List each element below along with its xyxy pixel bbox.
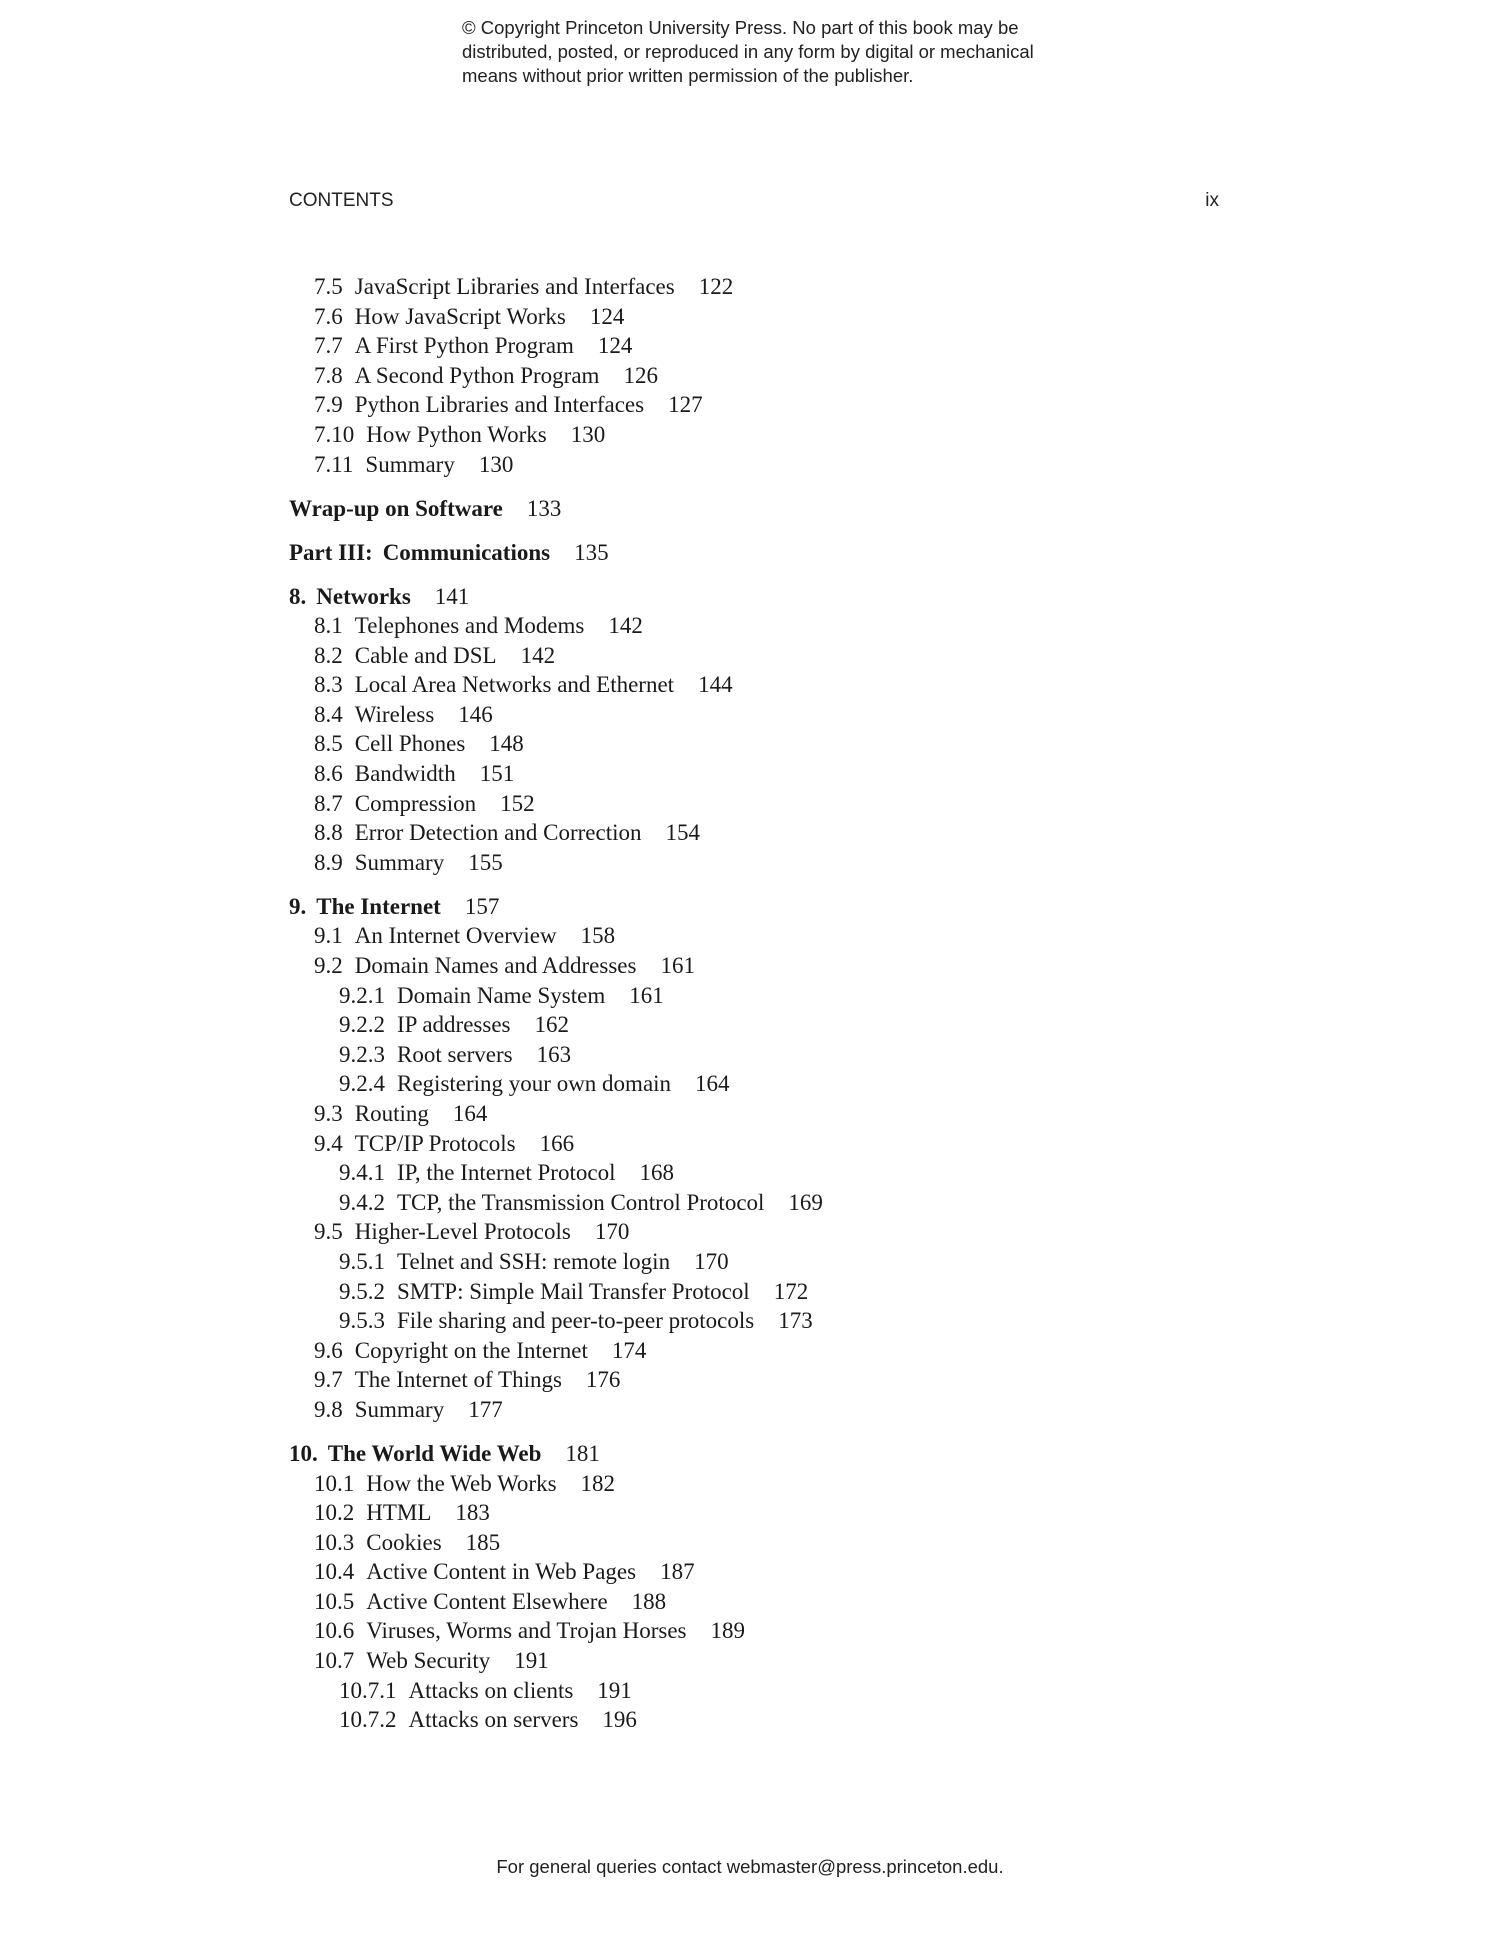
toc-entry-title: JavaScript Libraries and Interfaces [354, 274, 675, 299]
toc-entry [289, 611, 1289, 641]
toc-entry-title: Telephones and Modems [354, 613, 585, 639]
toc-entry-title: IP, the Internet Protocol [397, 1160, 616, 1186]
toc-entry-page: 148 [489, 731, 524, 757]
toc-entry-number: 9.2.3 [339, 1041, 385, 1067]
toc-entry-page: 172 [773, 1278, 809, 1304]
toc-entry-title: The Internet [316, 893, 441, 919]
toc-entry-number: 7.7 [314, 333, 343, 359]
toc-entry [289, 1498, 1289, 1528]
toc-entry-number: 8.7 [314, 790, 343, 816]
toc-entry-page: 183 [455, 1500, 490, 1526]
toc-entry-page: 191 [514, 1648, 549, 1674]
toc-chapter-heading [289, 582, 1289, 612]
toc-entry-number: 10.3 [314, 1529, 355, 1555]
toc-entry [289, 420, 1289, 450]
toc-entry-number: 9.5.2 [339, 1278, 385, 1304]
toc-entry [289, 1557, 1289, 1587]
page-number: ix [1205, 190, 1219, 211]
toc-entry-number: 9.2.1 [339, 982, 385, 1008]
toc-entry-title: SMTP: Simple Mail Transfer Protocol [397, 1278, 750, 1304]
toc-entry [289, 951, 1289, 981]
toc-entry-number: 9.4.1 [339, 1160, 385, 1186]
toc-entry-number: 7.10 [314, 421, 355, 447]
toc-entry-title: Cable and DSL [354, 642, 497, 668]
toc-entry-title: How the Web Works [366, 1470, 557, 1496]
toc-entry-number: 10.4 [314, 1559, 355, 1585]
toc-entry-title: Compression [354, 790, 477, 816]
toc-entry [289, 848, 1289, 878]
toc-entry-number: 7.8 [314, 362, 343, 388]
toc-entry-title: File sharing and peer-to-peer protocols [397, 1308, 755, 1334]
toc-entry [289, 1099, 1289, 1129]
toc-entry [289, 1395, 1289, 1425]
toc-entry-page: 152 [500, 790, 535, 816]
toc-entry [289, 1336, 1289, 1366]
toc-entry-page: 141 [434, 583, 470, 609]
toc-entry-number: 9.4.2 [339, 1189, 385, 1215]
toc-entry-number: Part III: [289, 539, 373, 565]
toc-entry-page: 151 [479, 761, 515, 787]
toc-entry-title: Summary [354, 1396, 445, 1422]
toc-entry-title: Active Content Elsewhere [366, 1588, 608, 1614]
toc-entry-title: Communications [382, 539, 551, 565]
toc-entry-number: 9.2.2 [339, 1012, 385, 1038]
copyright-notice [462, 16, 1102, 88]
copyright-line: © Copyright Princeton University Press. No part of this book may be [462, 17, 1019, 38]
toc-entry-title: Higher-Level Protocols [354, 1219, 571, 1245]
toc-entry [289, 1676, 1289, 1706]
toc-entry-page: 162 [534, 1012, 569, 1038]
toc-entry-page: 168 [639, 1160, 674, 1186]
toc-entry-number: 10.1 [314, 1470, 355, 1496]
toc-entry-number: 9. [289, 893, 307, 919]
toc-entry-title: HTML [366, 1500, 432, 1526]
toc-entry-title: Python Libraries and Interfaces [354, 392, 645, 418]
toc-entry-title: Active Content in Web Pages [366, 1559, 637, 1585]
toc-entry-number: 7.6 [314, 303, 343, 329]
toc-entry-number: 10.7 [314, 1648, 355, 1674]
toc-entry-number: 8.8 [314, 820, 343, 846]
toc-entry-number: 9.5.3 [339, 1308, 385, 1334]
toc-entry [289, 1469, 1289, 1499]
toc-entry [289, 1646, 1289, 1676]
toc-entry-title: Root servers [397, 1041, 513, 1067]
toc-entry [289, 1040, 1289, 1070]
toc-entry [289, 1217, 1289, 1247]
toc-entry [289, 1247, 1289, 1277]
toc-entry-page: 135 [574, 539, 609, 565]
toc-entry-page: 158 [580, 923, 616, 949]
toc-entry [289, 1587, 1289, 1617]
copyright-line: distributed, posted, or reproduced in any form by digital or mechanical [462, 41, 1034, 62]
toc-entry-page: 157 [464, 893, 500, 919]
running-head [289, 190, 1219, 212]
toc-chapter-heading [289, 1439, 1289, 1469]
toc-part-heading [289, 538, 1289, 568]
toc-entry-page: 142 [608, 613, 643, 639]
copyright-line: means without prior written permission of the publisher. [462, 65, 914, 86]
toc-entry-number: 9.6 [314, 1337, 343, 1363]
toc-entry-page: 182 [580, 1470, 616, 1496]
toc-entry-title: Wireless [354, 701, 435, 727]
toc-entry-title: Summary [354, 849, 445, 875]
toc-entry-page: 154 [665, 820, 700, 846]
toc-entry-title: An Internet Overview [354, 923, 557, 949]
toc-entry-title: IP addresses [397, 1012, 511, 1038]
toc-entry-page: 124 [589, 303, 625, 329]
toc-entry-number: 10.2 [314, 1500, 355, 1526]
toc-entry-number: 8.2 [314, 642, 343, 668]
toc-entry-number: 9.3 [314, 1101, 343, 1126]
toc-entry-number: 8. [289, 583, 307, 609]
toc-entry-number: 8.1 [314, 613, 343, 639]
running-head-title: CONTENTS [289, 190, 394, 211]
toc-entry-number: 9.2 [314, 953, 343, 979]
footer-contact: For general queries contact webmaster@press.princeton.edu. [496, 1856, 1004, 1877]
table-of-contents [289, 272, 1289, 1735]
toc-entry-number: 8.4 [314, 701, 343, 727]
toc-entry-title: Networks [316, 583, 411, 609]
toc-entry [289, 700, 1289, 730]
toc-entry-number: 9.2.4 [339, 1071, 385, 1097]
toc-chapter-heading [289, 892, 1289, 922]
toc-entry-page: 164 [452, 1101, 488, 1126]
toc-entry-title: Domain Name System [397, 982, 606, 1008]
toc-entry-page: 196 [602, 1707, 637, 1733]
toc-entry-page: 185 [465, 1529, 501, 1555]
toc-entry-page: 144 [698, 672, 733, 698]
toc-entry-number: 9.1 [314, 923, 343, 949]
toc-entry-title: Registering your own domain [397, 1071, 672, 1097]
toc-entry-page: 188 [631, 1588, 667, 1614]
toc-entry-title: Attacks on servers [408, 1707, 579, 1733]
toc-entry-title: Domain Names and Addresses [354, 953, 637, 979]
toc-entry [289, 818, 1289, 848]
toc-entry [289, 302, 1289, 332]
toc-entry-title: Viruses, Worms and Trojan Horses [366, 1618, 687, 1644]
toc-entry-title: A First Python Program [354, 333, 574, 359]
toc-entry-title: Local Area Networks and Ethernet [354, 672, 675, 698]
toc-entry [289, 1705, 1289, 1735]
toc-entry-title: Summary [365, 451, 455, 477]
toc-entry-page: 133 [526, 495, 562, 521]
toc-entry-page: 176 [585, 1367, 621, 1393]
toc-entry [289, 1010, 1289, 1040]
toc-entry-title: TCP, the Transmission Control Protocol [397, 1189, 765, 1215]
toc-entry-number: 7.5 [314, 274, 343, 299]
toc-entry-number: 10.5 [314, 1588, 355, 1614]
toc-entry [289, 331, 1289, 361]
toc-entry [289, 361, 1289, 391]
toc-entry [289, 641, 1289, 671]
toc-entry [289, 1528, 1289, 1558]
toc-entry [289, 1616, 1289, 1646]
toc-entry-number: 8.5 [314, 731, 343, 757]
toc-entry-title: TCP/IP Protocols [354, 1130, 516, 1156]
toc-entry-title: Cookies [366, 1529, 442, 1555]
toc-entry-page: 127 [668, 392, 703, 418]
toc-entry [289, 450, 1289, 480]
toc-entry-number: 9.7 [314, 1367, 343, 1393]
toc-entry-page: 173 [778, 1308, 813, 1334]
toc-entry-page: 122 [698, 274, 734, 299]
toc-entry-page: 126 [623, 362, 658, 388]
toc-entry-number: 7.11 [314, 451, 354, 477]
toc-entry-page: 130 [570, 421, 606, 447]
toc-entry-page: 189 [710, 1618, 746, 1644]
toc-entry-title: Wrap-up on Software [289, 495, 503, 521]
toc-entry-number: 8.3 [314, 672, 343, 698]
toc-entry-title: The World Wide Web [327, 1440, 542, 1466]
toc-entry-title: Attacks on clients [408, 1677, 574, 1703]
toc-entry [289, 729, 1289, 759]
toc-entry [289, 1365, 1289, 1395]
toc-entry-page: 166 [539, 1130, 575, 1156]
toc-entry-title: Error Detection and Correction [354, 820, 642, 846]
toc-entry-number: 7.9 [314, 392, 343, 418]
toc-entry-number: 9.5 [314, 1219, 343, 1245]
toc-entry-title: A Second Python Program [354, 362, 600, 388]
toc-entry-number: 8.9 [314, 849, 343, 875]
toc-entry [289, 1277, 1289, 1307]
toc-entry-number: 10.7.2 [339, 1707, 397, 1733]
toc-chapter-heading [289, 494, 1289, 524]
toc-entry-title: How Python Works [366, 421, 547, 447]
toc-entry [289, 789, 1289, 819]
toc-entry-page: 187 [660, 1559, 695, 1585]
toc-entry-page: 155 [468, 849, 503, 875]
toc-entry-page: 170 [594, 1219, 630, 1245]
toc-entry-page: 124 [597, 333, 633, 359]
toc-entry-page: 191 [597, 1677, 632, 1703]
toc-entry [289, 272, 1289, 302]
toc-entry [289, 670, 1289, 700]
toc-entry [289, 1129, 1289, 1159]
toc-entry-page: 164 [695, 1071, 730, 1097]
toc-entry-page: 161 [629, 982, 664, 1008]
toc-entry-page: 170 [694, 1248, 729, 1274]
toc-entry-number: 9.5.1 [339, 1248, 385, 1274]
toc-entry-page: 161 [660, 953, 695, 979]
toc-entry-number: 9.8 [314, 1396, 343, 1422]
toc-entry-title: Telnet and SSH: remote login [397, 1248, 671, 1274]
toc-entry-number: 8.6 [314, 761, 343, 787]
toc-entry-page: 130 [478, 451, 514, 477]
toc-entry-title: Routing [354, 1101, 429, 1126]
toc-entry-page: 174 [611, 1337, 647, 1363]
toc-entry-page: 163 [536, 1041, 572, 1067]
toc-entry-page: 142 [520, 642, 556, 668]
toc-entry-title: Copyright on the Internet [354, 1337, 588, 1363]
toc-entry-number: 10.6 [314, 1618, 355, 1644]
toc-entry [289, 1069, 1289, 1099]
toc-entry-title: Cell Phones [354, 731, 466, 757]
toc-entry-number: 10.7.1 [339, 1677, 397, 1703]
toc-entry [289, 1188, 1289, 1218]
toc-entry [289, 921, 1289, 951]
toc-entry [289, 981, 1289, 1011]
toc-entry [289, 390, 1289, 420]
toc-entry-page: 146 [458, 701, 493, 727]
toc-entry-number: 9.4 [314, 1130, 343, 1156]
toc-entry-page: 177 [468, 1396, 503, 1422]
toc-entry [289, 1158, 1289, 1188]
toc-entry-page: 169 [788, 1189, 823, 1215]
toc-entry-title: The Internet of Things [354, 1367, 562, 1393]
toc-entry [289, 1306, 1289, 1336]
toc-entry-title: Bandwidth [354, 761, 456, 787]
toc-entry-title: Web Security [366, 1648, 491, 1674]
toc-entry-page: 181 [565, 1440, 600, 1466]
toc-entry-title: How JavaScript Works [354, 303, 566, 329]
toc-entry [289, 759, 1289, 789]
toc-entry-number: 10. [289, 1440, 318, 1466]
